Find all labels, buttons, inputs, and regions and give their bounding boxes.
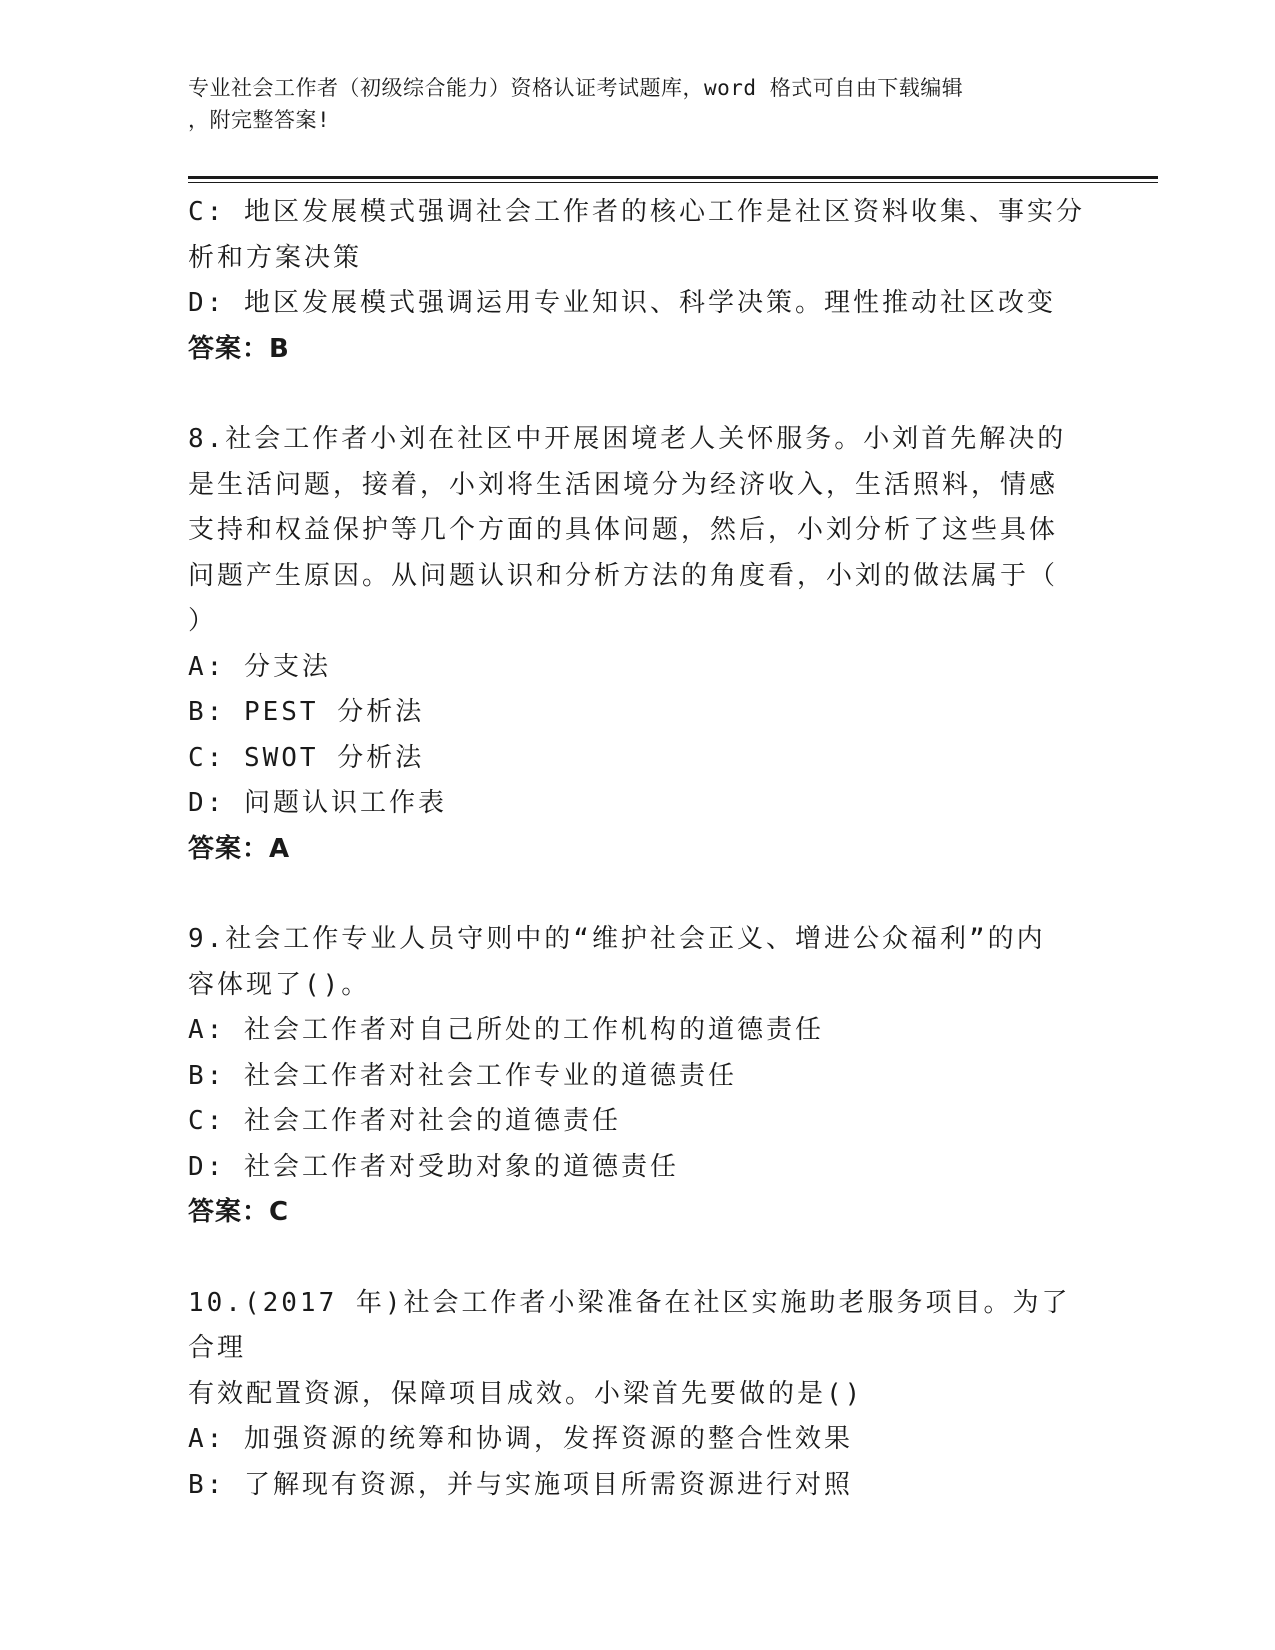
question-stem: 10.(2017 年)社会工作者小梁准备在社区实施助老服务项目。为了合理	[188, 1287, 1071, 1363]
option-d: D: 问题认识工作表	[188, 788, 447, 818]
question-stem: 是生活问题，接着，小刘将生活困境分为经济收入，生活照料，情感	[188, 469, 1059, 500]
question-stem: ）	[188, 606, 218, 636]
option-c-continued: 析和方案决策	[188, 242, 363, 273]
question-8-block	[188, 417, 1088, 872]
spacer	[188, 1236, 1088, 1281]
question-stem: 9.社会工作专业人员守则中的“维护社会正义、增进公众福利”的内	[188, 924, 1046, 954]
option-a: A: 加强资源的统筹和协调，发挥资源的整合性效果	[188, 1424, 853, 1454]
previous-question-block	[188, 190, 1088, 372]
option-b: B: 社会工作者对社会工作专业的道德责任	[188, 1060, 737, 1091]
answer-line: 答案：C	[188, 1197, 290, 1227]
question-stem: 支持和权益保护等几个方面的具体问题，然后，小刘分析了这些具体	[188, 515, 1059, 545]
header-title-line-1: 专业社会工作者（初级综合能力）资格认证考试题库，word 格式可自由下载编辑	[188, 76, 964, 100]
header-title-line-2: ，附完整答案!	[188, 108, 331, 132]
option-d: D: 社会工作者对受助对象的道德责任	[188, 1151, 679, 1182]
option-c: C: 社会工作者对社会的道德责任	[188, 1106, 621, 1136]
option-a: A: 分支法	[188, 651, 331, 682]
question-content	[188, 190, 1088, 1508]
option-d: D: 地区发展模式强调运用专业知识、科学决策。理性推动社区改变	[188, 288, 1056, 318]
question-stem: 8.社会工作者小刘在社区中开展困境老人关怀服务。小刘首先解决的	[188, 424, 1067, 454]
question-stem: 有效配置资源，保障项目成效。小梁首先要做的是()	[188, 1378, 864, 1409]
option-b: B: 了解现有资源，并与实施项目所需资源进行对照	[188, 1469, 853, 1500]
option-b: B: PEST 分析法	[188, 697, 425, 727]
option-c: C: 地区发展模式强调社会工作者的核心工作是社区资料收集、事实分	[188, 197, 1085, 227]
question-10-block	[188, 1281, 1088, 1509]
header-rule-thin	[188, 182, 1158, 183]
answer-line: 答案：A	[188, 833, 291, 864]
question-9-block	[188, 917, 1088, 1236]
answer-line: 答案：B	[188, 333, 290, 364]
spacer	[188, 872, 1088, 917]
header-rule-thick	[188, 176, 1158, 179]
option-c: C: SWOT 分析法	[188, 742, 425, 773]
question-stem: 容体现了()。	[188, 969, 371, 1000]
spacer	[188, 372, 1088, 417]
page-header	[188, 72, 1088, 136]
option-a: A: 社会工作者对自己所处的工作机构的道德责任	[188, 1015, 824, 1045]
question-stem: 问题产生原因。从问题认识和分析方法的角度看，小刘的做法属于（	[188, 560, 1059, 591]
